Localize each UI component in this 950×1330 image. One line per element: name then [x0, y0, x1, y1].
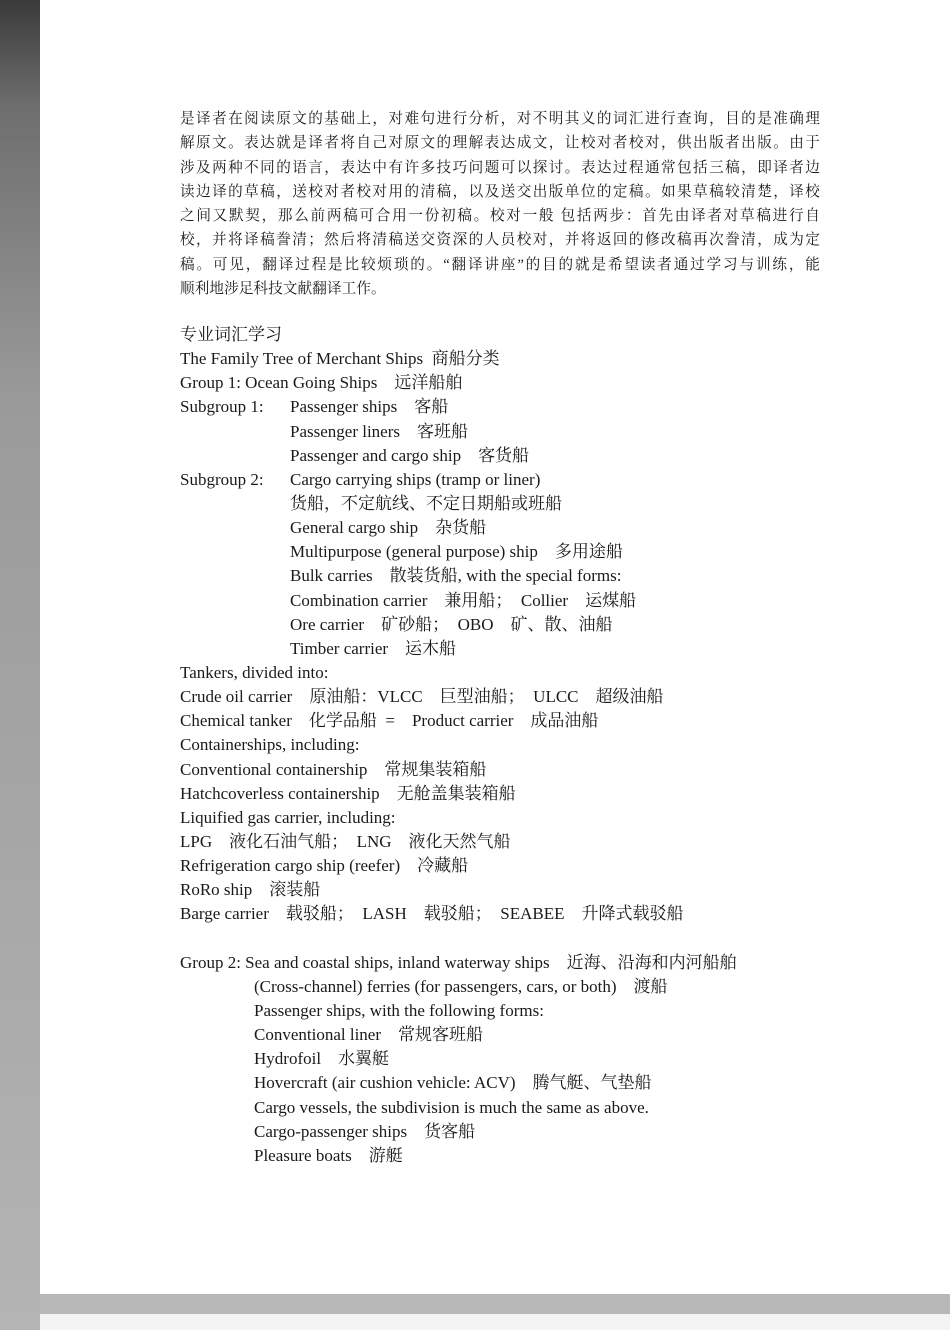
group1-item: RoRo ship 滚装船 — [180, 880, 321, 900]
group1-item: Barge carrier 载驳船； LASH 载驳船； SEABEE 升降式载驳船 — [180, 904, 684, 924]
group2-item: Passenger ships, with the following forms: — [254, 1000, 544, 1020]
intro-line: 解原文。表达就是译者将自己对原文的理解表达成文，让校对者校对，供出版者出版。由于 — [180, 135, 820, 152]
group2-item: Cargo-passenger ships 货客船 — [254, 1121, 476, 1141]
group1-item: Chemical tanker 化学品船 = Product carrier 成品油船 — [180, 711, 599, 731]
group1-heading: Group 1: Ocean Going Ships 远洋船舶 — [180, 373, 463, 393]
section-title: 专业词汇学习 — [180, 325, 282, 344]
intro-line: 涉及两种不同的语言，表达中有许多技巧问题可以探讨。表达过程通常包括三稿，即译者边 — [180, 159, 820, 176]
subgroup2-item: Timber carrier 运木船 — [290, 638, 457, 658]
intro-line: 读边译的草稿，送校对者校对用的清稿，以及送交出版单位的定稿。如果草稿较清楚，译校 — [180, 183, 820, 200]
group2-item: Hydrofoil 水翼艇 — [254, 1049, 390, 1069]
group1-item: Tankers, divided into: — [180, 662, 329, 682]
subgroup1-item: Passenger liners 客班船 — [290, 421, 469, 441]
subgroup1-row — [180, 395, 860, 419]
intro-paragraph — [180, 107, 820, 301]
group2-heading: Group 2: Sea and coastal ships, inland waterway ships 近海、沿海和内河船舶 — [180, 952, 737, 972]
subgroup1-item: Passenger and cargo ship 客货船 — [290, 445, 530, 465]
group2-item: Conventional liner 常规客班船 — [254, 1025, 484, 1045]
page-bottom-band — [40, 1294, 950, 1314]
subgroup1-item: Passenger ships 客船 — [290, 397, 449, 417]
page-bottom-strip — [40, 1314, 950, 1330]
group2-item: Hovercraft (air cushion vehicle: ACV) 腾气艇、气垫船 — [254, 1073, 652, 1093]
subgroup1-label: Subgroup 1: — [180, 397, 264, 417]
subgroup2-item: General cargo ship 杂货船 — [290, 518, 487, 538]
subgroup2-item: Multipurpose (general purpose) ship 多用途船 — [290, 542, 623, 562]
group1-item: Liquified gas carrier, including: — [180, 807, 396, 827]
subgroup2-row — [180, 468, 860, 492]
group1-item: Containerships, including: — [180, 735, 360, 755]
group1-item: Crude oil carrier 原油船：VLCC 巨型油船； ULCC 超级油船 — [180, 687, 664, 707]
subgroup2-item: 货船，不定航线、不定日期船或班船 — [290, 493, 562, 513]
subgroup2-item: Ore carrier 矿砂船； OBO 矿、散、油船 — [290, 614, 613, 634]
intro-line: 校，并将译稿誊清；然后将清稿送交资深的人员校对，并将返回的修改稿再次誊清，成为定 — [180, 232, 820, 249]
intro-line: 之间又默契，那么前两稿可合用一份初稿。校对一般 包括两步：首先由译者对草稿进行自 — [180, 208, 820, 225]
group2-item: Cargo vessels, the subdivision is much the same as above. — [254, 1097, 649, 1117]
group1-item: Refrigeration cargo ship (reefer) 冷藏船 — [180, 856, 469, 876]
subgroup2-item: Cargo carrying ships (tramp or liner) — [290, 469, 541, 489]
spacer — [180, 927, 860, 951]
group1-item: Conventional containership 常规集装箱船 — [180, 759, 487, 779]
intro-line: 是译者在阅读原文的基础上，对难句进行分析，对不明其义的词汇进行查询，目的是准确理 — [180, 111, 820, 127]
subgroup2-item: Combination carrier 兼用船； Collier 运煤船 — [290, 590, 637, 610]
group2-item: (Cross-channel) ferries (for passengers, cars, or both) 渡船 — [254, 976, 668, 996]
subgroup2-label: Subgroup 2: — [180, 469, 264, 489]
group2-item: Pleasure boats 游艇 — [254, 1145, 403, 1165]
group1-item: LPG 液化石油气船； LNG 液化天然气船 — [180, 831, 511, 851]
page-edge-shadow — [0, 0, 40, 1330]
group1-item: Hatchcoverless containership 无舱盖集装箱船 — [180, 783, 516, 803]
vocabulary-section — [180, 323, 860, 1168]
intro-line: 稿。可见，翻译过程是比较烦琐的。“翻译讲座”的目的就是希望读者通过学习与训练，能 — [180, 256, 820, 273]
intro-line: 顺利地涉足科技文献翻译工作。 — [180, 281, 386, 298]
family-tree-heading: The Family Tree of Merchant Ships 商船分类 — [180, 349, 500, 369]
subgroup2-item: Bulk carries 散装货船, with the special forms: — [290, 566, 622, 586]
